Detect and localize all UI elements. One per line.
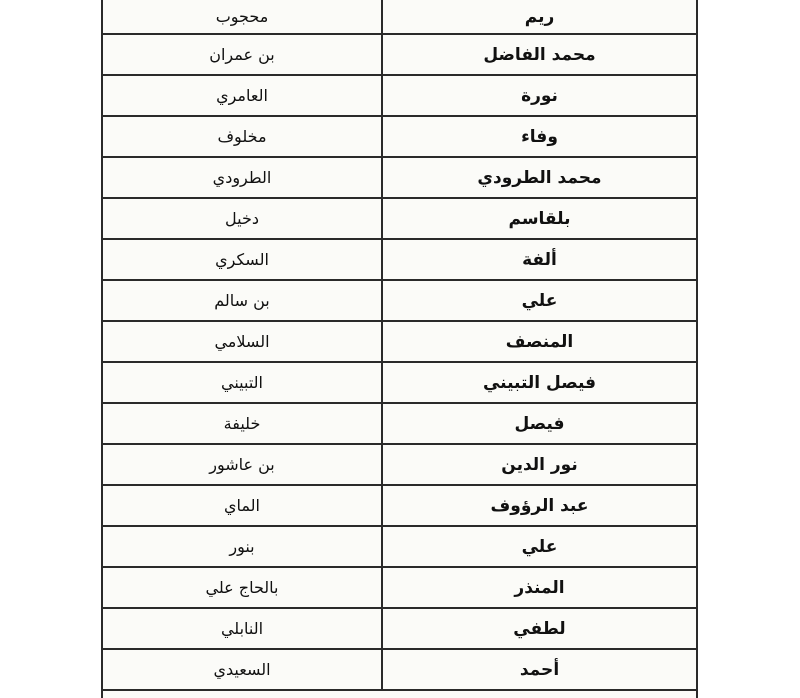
names-table	[103, 0, 696, 691]
first-name-cell: بلقاسم	[382, 198, 696, 239]
table-row	[103, 157, 696, 198]
table-row	[103, 485, 696, 526]
table-row	[103, 198, 696, 239]
first-name-cell: وفاء	[382, 116, 696, 157]
last-name-cell: بالحاج علي	[103, 567, 382, 608]
last-name-cell: النابلي	[103, 608, 382, 649]
first-name-cell: عبد الرؤوف	[382, 485, 696, 526]
last-name-cell: بن عاشور	[103, 444, 382, 485]
first-name-cell: علي	[382, 280, 696, 321]
last-name-cell: بن عمران	[103, 34, 382, 75]
last-name-cell: بن سالم	[103, 280, 382, 321]
last-name-cell: السعيدي	[103, 649, 382, 690]
table-row	[103, 362, 696, 403]
first-name-cell: نور الدين	[382, 444, 696, 485]
table-row	[103, 526, 696, 567]
first-name-cell: ريم	[382, 0, 696, 34]
table-row	[103, 0, 696, 34]
scanned-document	[101, 0, 698, 698]
last-name-cell: السلامي	[103, 321, 382, 362]
last-name-cell: الماي	[103, 485, 382, 526]
table-row	[103, 75, 696, 116]
table-row	[103, 403, 696, 444]
last-name-cell: محجوب	[103, 0, 382, 34]
last-name-cell: الطرودي	[103, 157, 382, 198]
last-name-cell: خليفة	[103, 403, 382, 444]
last-name-cell: مخلوف	[103, 116, 382, 157]
table-row	[103, 34, 696, 75]
table-row	[103, 239, 696, 280]
first-name-cell: المنذر	[382, 567, 696, 608]
first-name-cell: فيصل	[382, 403, 696, 444]
last-name-cell: بنور	[103, 526, 382, 567]
first-name-cell: أحمد	[382, 649, 696, 690]
table-row	[103, 321, 696, 362]
last-name-cell: العامري	[103, 75, 382, 116]
first-name-cell: فيصل التبيني	[382, 362, 696, 403]
first-name-cell: علي	[382, 526, 696, 567]
first-name-cell: نورة	[382, 75, 696, 116]
first-name-cell: ألفة	[382, 239, 696, 280]
table-row	[103, 280, 696, 321]
table-row	[103, 567, 696, 608]
table-row	[103, 116, 696, 157]
last-name-cell: السكري	[103, 239, 382, 280]
last-name-cell: دخيل	[103, 198, 382, 239]
first-name-cell: لطفي	[382, 608, 696, 649]
first-name-cell: المنصف	[382, 321, 696, 362]
table-row	[103, 444, 696, 485]
table-row	[103, 608, 696, 649]
first-name-cell: محمد الفاضل	[382, 34, 696, 75]
first-name-cell: محمد الطرودي	[382, 157, 696, 198]
table-row	[103, 649, 696, 690]
last-name-cell: التبيني	[103, 362, 382, 403]
